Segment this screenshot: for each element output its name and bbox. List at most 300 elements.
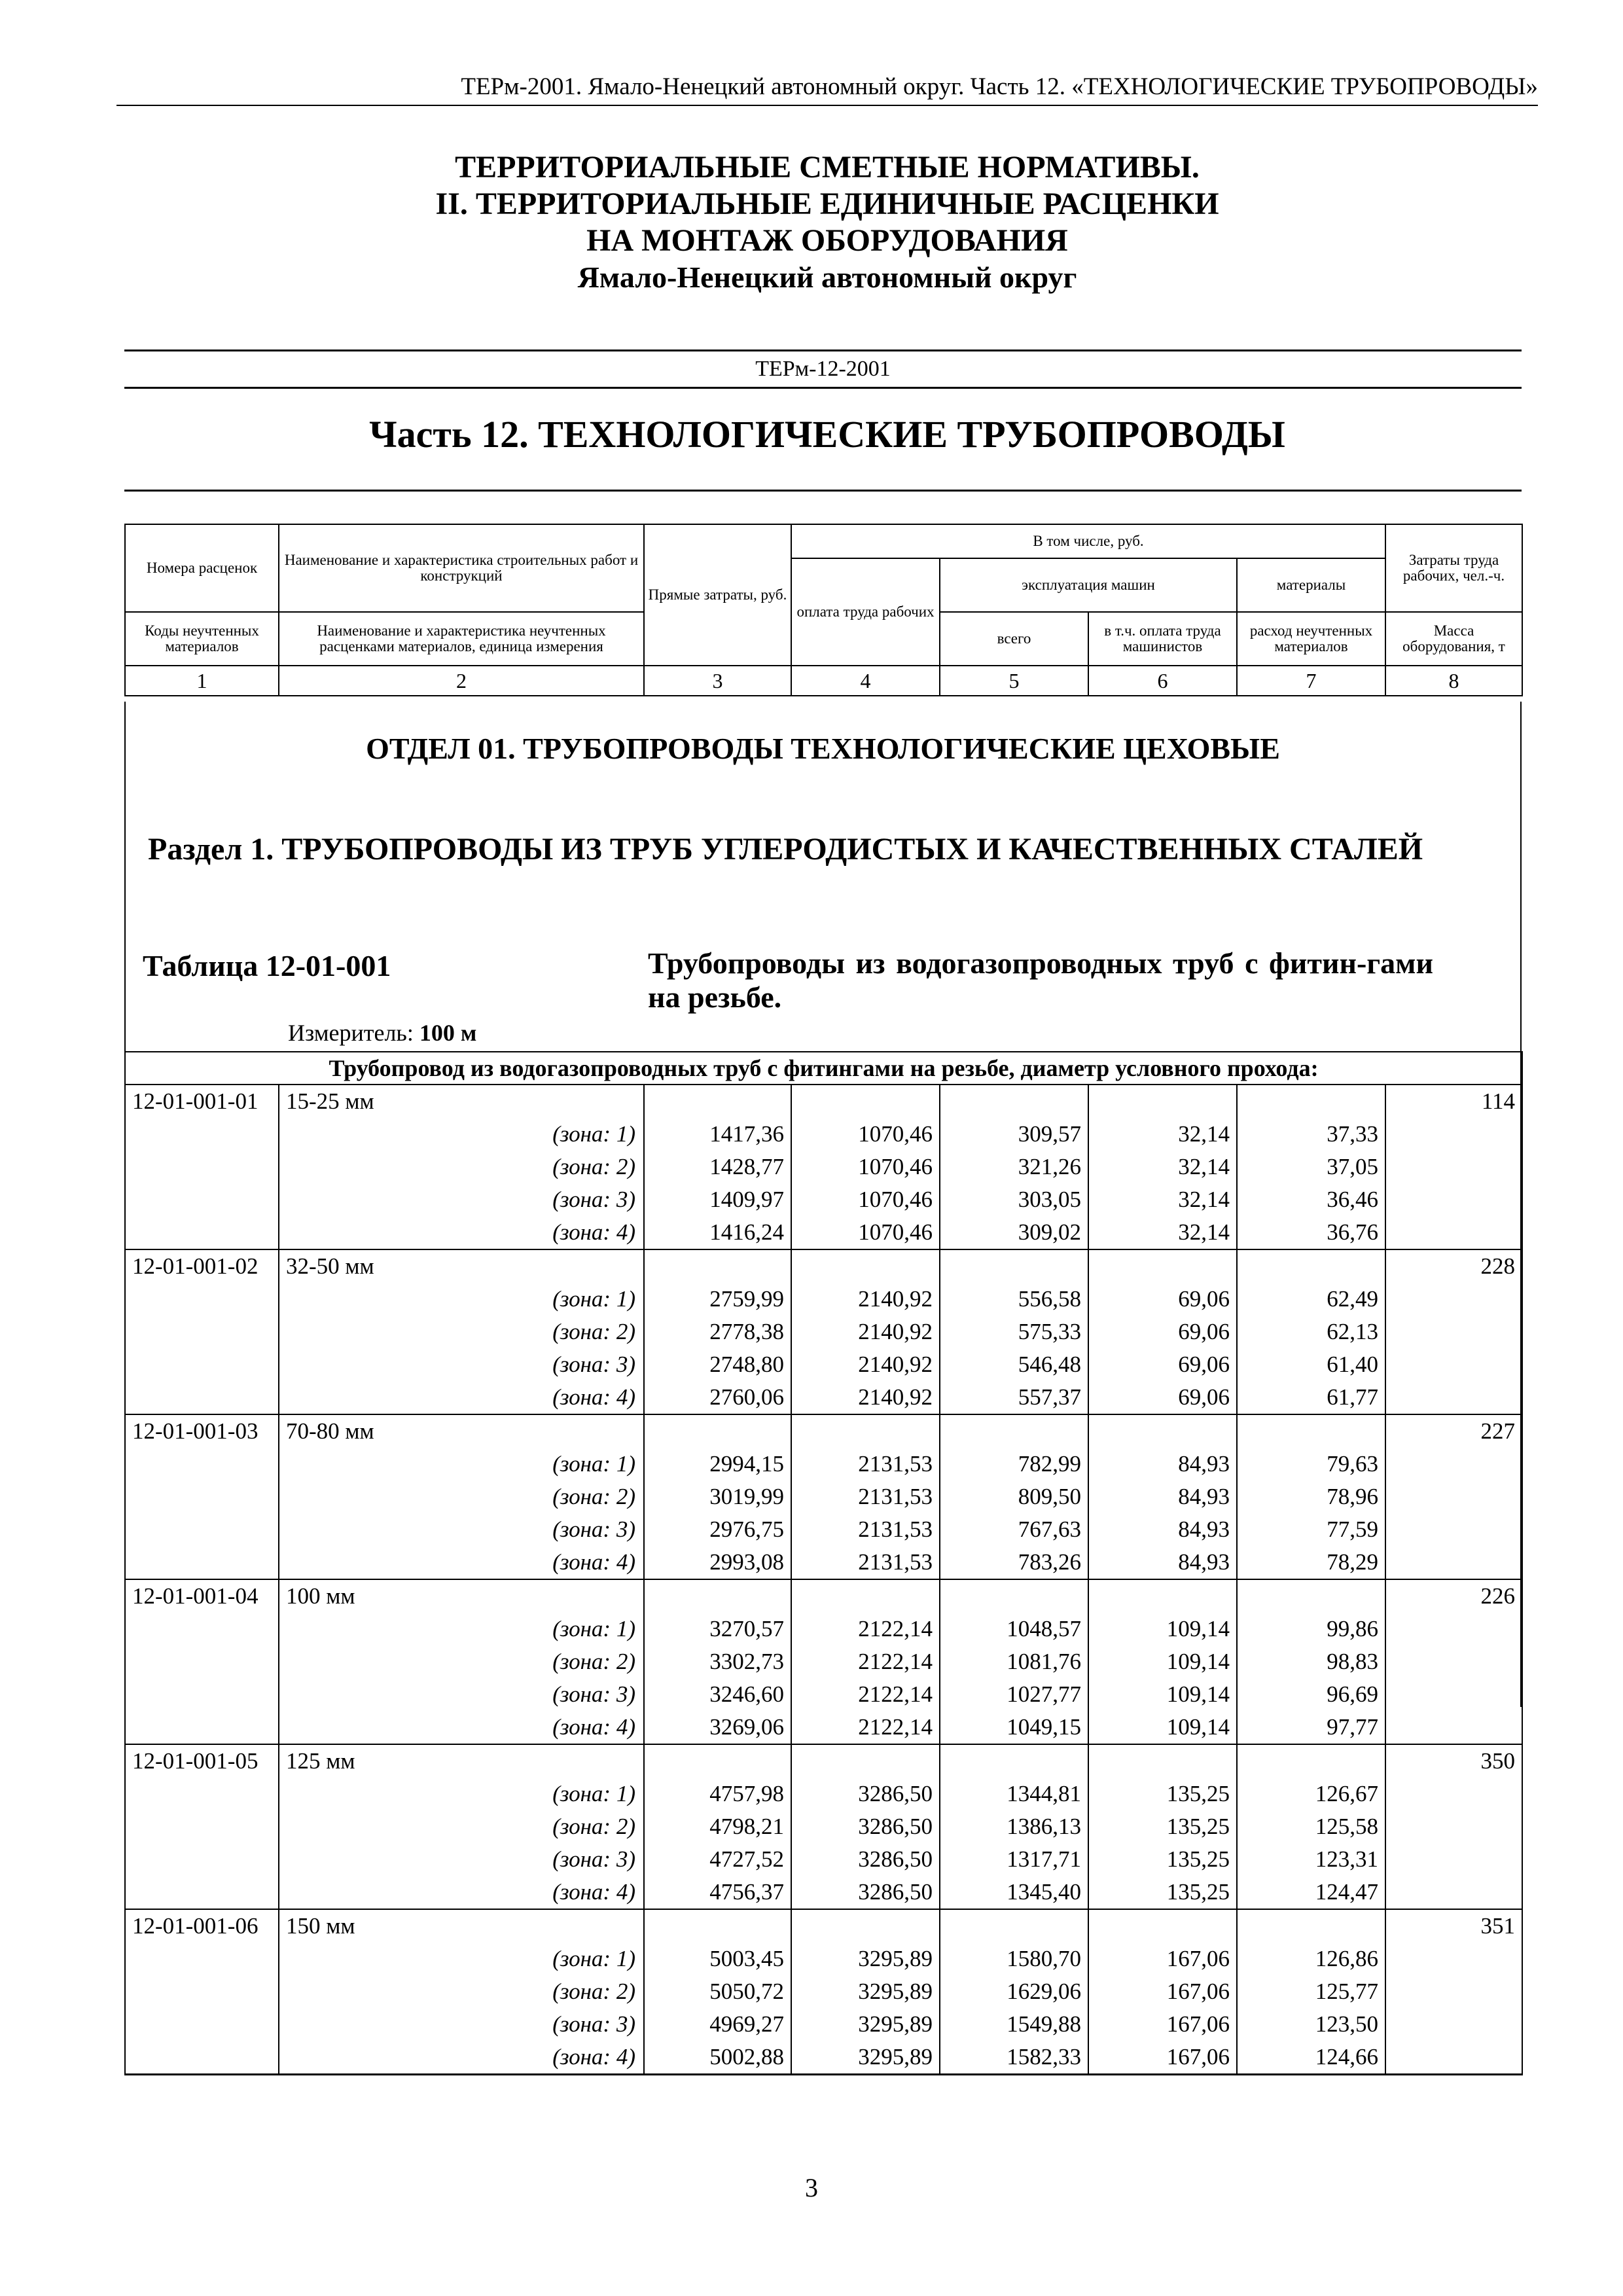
empty-cell	[940, 1085, 1088, 1118]
rate-name: 125 мм	[279, 1744, 644, 1778]
table-number: Таблица 12-01-001	[143, 949, 391, 982]
materials: 96,69	[1237, 1678, 1385, 1711]
zone-row	[125, 1283, 1522, 1316]
machinist-wages: 84,93	[1088, 1448, 1237, 1480]
labor-costs: 226	[1385, 1579, 1522, 1613]
doc-title-line-2: II. ТЕРРИТОРИАЛЬНЫЕ ЕДИНИЧНЫЕ РАСЦЕНКИ	[435, 187, 1219, 221]
materials: 61,77	[1237, 1381, 1385, 1414]
empty-cell	[1385, 1778, 1522, 1810]
column-number: 8	[1385, 666, 1522, 696]
materials: 77,59	[1237, 1513, 1385, 1546]
wages: 1070,46	[791, 1216, 940, 1249]
empty-cell	[1088, 1579, 1237, 1613]
page-number: 3	[805, 2173, 818, 2202]
direct-costs: 2994,15	[644, 1448, 791, 1480]
direct-costs: 3302,73	[644, 1645, 791, 1678]
zone-row	[125, 1118, 1522, 1151]
empty-cell	[1385, 1513, 1522, 1546]
empty-cell	[1237, 1085, 1385, 1118]
direct-costs: 1416,24	[644, 1216, 791, 1249]
machinist-wages: 135,25	[1088, 1778, 1237, 1810]
zone-label: (зона: 2)	[279, 1151, 644, 1183]
rate-code: 12-01-001-06	[125, 1909, 279, 1943]
materials: 62,49	[1237, 1283, 1385, 1316]
zone-row	[125, 1151, 1522, 1183]
rate-group-row	[125, 1579, 1522, 1613]
zone-label: (зона: 3)	[279, 1843, 644, 1876]
unit-label: Измеритель:	[288, 1020, 419, 1046]
zone-label: (зона: 1)	[279, 1943, 644, 1975]
header-machine-operation: эксплуатация машин	[940, 558, 1237, 612]
direct-costs: 2760,06	[644, 1381, 791, 1414]
direct-costs: 1428,77	[644, 1151, 791, 1183]
labor-costs: 351	[1385, 1909, 1522, 1943]
direct-costs: 4798,21	[644, 1810, 791, 1843]
zone-label: (зона: 2)	[279, 1975, 644, 2008]
rate-code: 12-01-001-03	[125, 1414, 279, 1448]
empty-cell	[1385, 1480, 1522, 1513]
header-machine-total: всего	[940, 612, 1088, 666]
machinist-wages: 167,06	[1088, 1943, 1237, 1975]
machinist-wages: 32,14	[1088, 1118, 1237, 1151]
table-caption-row	[125, 1052, 1522, 1085]
wages: 2140,92	[791, 1316, 940, 1348]
zone-row	[125, 1381, 1522, 1414]
zone-label: (зона: 2)	[279, 1316, 644, 1348]
labor-costs: 228	[1385, 1249, 1522, 1283]
machine-total: 1049,15	[940, 1711, 1088, 1744]
column-number: 2	[279, 666, 644, 696]
empty-cell	[791, 1909, 940, 1943]
empty-cell	[1385, 1183, 1522, 1216]
wages: 1070,46	[791, 1151, 940, 1183]
header-machinist-wages: в т.ч. оплата труда машинистов	[1088, 612, 1237, 666]
header-materials: материалы	[1237, 558, 1385, 612]
materials: 125,58	[1237, 1810, 1385, 1843]
machinist-wages: 109,14	[1088, 1645, 1237, 1678]
empty-cell	[791, 1085, 940, 1118]
zone-label: (зона: 2)	[279, 1810, 644, 1843]
wages: 2131,53	[791, 1546, 940, 1579]
table-name: Трубопроводы из водогазопроводных труб с фитин-гами на резьбе.	[648, 946, 1433, 1014]
empty-cell	[125, 1118, 279, 1151]
materials: 78,29	[1237, 1546, 1385, 1579]
empty-cell	[1088, 1085, 1237, 1118]
empty-cell	[940, 1414, 1088, 1448]
materials: 99,86	[1237, 1613, 1385, 1645]
direct-costs: 5002,88	[644, 2041, 791, 2075]
zone-label: (зона: 3)	[279, 1678, 644, 1711]
machinist-wages: 167,06	[1088, 2008, 1237, 2041]
empty-cell	[125, 1711, 279, 1744]
zone-label: (зона: 1)	[279, 1118, 644, 1151]
empty-cell	[1385, 1151, 1522, 1183]
header-rule	[116, 105, 1538, 106]
empty-cell	[644, 1744, 791, 1778]
empty-cell	[1237, 1579, 1385, 1613]
column-number: 6	[1088, 666, 1237, 696]
direct-costs: 5050,72	[644, 1975, 791, 2008]
machine-total: 1549,88	[940, 2008, 1088, 2041]
materials: 123,50	[1237, 2008, 1385, 2041]
machine-total: 809,50	[940, 1480, 1088, 1513]
empty-cell	[125, 1876, 279, 1909]
empty-cell	[125, 1480, 279, 1513]
zone-label: (зона: 3)	[279, 1183, 644, 1216]
empty-cell	[791, 1414, 940, 1448]
empty-cell	[1385, 1381, 1522, 1414]
zone-label: (зона: 4)	[279, 1546, 644, 1579]
empty-cell	[940, 1909, 1088, 1943]
empty-cell	[125, 2008, 279, 2041]
empty-cell	[1385, 1843, 1522, 1876]
column-number: 1	[125, 666, 279, 696]
direct-costs: 2976,75	[644, 1513, 791, 1546]
part-title: Часть 12. ТЕХНОЛОГИЧЕСКИЕ ТРУБОПРОВОДЫ	[369, 413, 1285, 456]
empty-cell	[1385, 1216, 1522, 1249]
materials: 126,86	[1237, 1943, 1385, 1975]
zone-label: (зона: 1)	[279, 1448, 644, 1480]
machinist-wages: 109,14	[1088, 1678, 1237, 1711]
machine-total: 321,26	[940, 1151, 1088, 1183]
empty-cell	[125, 1645, 279, 1678]
wages: 3295,89	[791, 1975, 940, 2008]
rate-name: 15-25 мм	[279, 1085, 644, 1118]
empty-cell	[1385, 1118, 1522, 1151]
zone-label: (зона: 4)	[279, 1381, 644, 1414]
zone-row	[125, 1448, 1522, 1480]
wages: 2122,14	[791, 1678, 940, 1711]
empty-cell	[125, 1348, 279, 1381]
wages: 3295,89	[791, 2041, 940, 2075]
empty-cell	[1237, 1414, 1385, 1448]
direct-costs: 4969,27	[644, 2008, 791, 2041]
machinist-wages: 32,14	[1088, 1151, 1237, 1183]
machine-total: 556,58	[940, 1283, 1088, 1316]
machine-total: 1027,77	[940, 1678, 1088, 1711]
direct-costs: 4756,37	[644, 1876, 791, 1909]
materials: 124,47	[1237, 1876, 1385, 1909]
direct-costs: 3269,06	[644, 1711, 791, 1744]
machine-total: 1048,57	[940, 1613, 1088, 1645]
machine-total: 1386,13	[940, 1810, 1088, 1843]
header-wages: оплата труда рабочих	[791, 558, 940, 666]
empty-cell	[125, 1778, 279, 1810]
zone-row	[125, 1613, 1522, 1645]
empty-cell	[940, 1579, 1088, 1613]
rate-group-row	[125, 1249, 1522, 1283]
table-caption: Трубопровод из водогазопроводных труб с фитингами на резьбе, диаметр условного прохода:	[125, 1052, 1522, 1085]
header-material-codes: Коды неучтенных материалов	[125, 612, 279, 666]
wages: 2122,14	[791, 1711, 940, 1744]
zone-label: (зона: 4)	[279, 1876, 644, 1909]
machine-total: 783,26	[940, 1546, 1088, 1579]
materials: 123,31	[1237, 1843, 1385, 1876]
machinist-wages: 135,25	[1088, 1843, 1237, 1876]
empty-cell	[1385, 1546, 1522, 1579]
header-work-name: Наименование и характеристика строительных работ и конструкций	[279, 524, 644, 612]
machine-total: 575,33	[940, 1316, 1088, 1348]
unit-value: 100 м	[419, 1020, 477, 1046]
wages: 3295,89	[791, 2008, 940, 2041]
empty-cell	[1385, 1678, 1522, 1711]
empty-cell	[791, 1744, 940, 1778]
empty-cell	[1385, 1448, 1522, 1480]
zone-row	[125, 1810, 1522, 1843]
machinist-wages: 69,06	[1088, 1381, 1237, 1414]
empty-cell	[125, 1943, 279, 1975]
empty-cell	[791, 1579, 940, 1613]
machinist-wages: 84,93	[1088, 1546, 1237, 1579]
machinist-wages: 135,25	[1088, 1876, 1237, 1909]
labor-costs: 114	[1385, 1085, 1522, 1118]
machinist-wages: 69,06	[1088, 1348, 1237, 1381]
machine-total: 1582,33	[940, 2041, 1088, 2075]
empty-cell	[125, 1283, 279, 1316]
wages: 3286,50	[791, 1778, 940, 1810]
rate-name: 100 мм	[279, 1579, 644, 1613]
zone-row	[125, 1778, 1522, 1810]
empty-cell	[125, 1678, 279, 1711]
rate-code: 12-01-001-01	[125, 1085, 279, 1118]
empty-cell	[644, 1249, 791, 1283]
direct-costs: 1409,97	[644, 1183, 791, 1216]
machine-total: 1345,40	[940, 1876, 1088, 1909]
wages: 2122,14	[791, 1645, 940, 1678]
rate-group-row	[125, 1085, 1522, 1118]
machinist-wages: 109,14	[1088, 1613, 1237, 1645]
machinist-wages: 167,06	[1088, 2041, 1237, 2075]
rate-code: 12-01-001-04	[125, 1579, 279, 1613]
empty-cell	[125, 1613, 279, 1645]
empty-cell	[644, 1579, 791, 1613]
zone-row	[125, 1943, 1522, 1975]
machinist-wages: 69,06	[1088, 1316, 1237, 1348]
empty-cell	[125, 1448, 279, 1480]
direct-costs: 2748,80	[644, 1348, 791, 1381]
empty-cell	[1385, 1876, 1522, 1909]
rate-code: 12-01-001-05	[125, 1744, 279, 1778]
rate-code: 12-01-001-02	[125, 1249, 279, 1283]
wages: 3286,50	[791, 1876, 940, 1909]
machinist-wages: 84,93	[1088, 1513, 1237, 1546]
empty-cell	[125, 2041, 279, 2075]
materials: 36,76	[1237, 1216, 1385, 1249]
machinist-wages: 109,14	[1088, 1711, 1237, 1744]
empty-cell	[125, 1975, 279, 2008]
column-number: 5	[940, 666, 1088, 696]
zone-row	[125, 1316, 1522, 1348]
materials: 97,77	[1237, 1711, 1385, 1744]
zone-row	[125, 1348, 1522, 1381]
machinist-wages: 69,06	[1088, 1283, 1237, 1316]
materials: 126,67	[1237, 1778, 1385, 1810]
materials: 62,13	[1237, 1316, 1385, 1348]
zone-row	[125, 1216, 1522, 1249]
zone-row	[125, 1711, 1522, 1744]
materials: 37,05	[1237, 1151, 1385, 1183]
empty-cell	[125, 1381, 279, 1414]
zone-row	[125, 1678, 1522, 1711]
wages: 2131,53	[791, 1513, 940, 1546]
document-code: ТЕРм-12-2001	[124, 350, 1522, 389]
materials: 124,66	[1237, 2041, 1385, 2075]
zone-label: (зона: 1)	[279, 1778, 644, 1810]
machine-total: 546,48	[940, 1348, 1088, 1381]
empty-cell	[125, 1546, 279, 1579]
direct-costs: 4757,98	[644, 1778, 791, 1810]
empty-cell	[125, 1216, 279, 1249]
empty-cell	[1385, 1316, 1522, 1348]
direct-costs: 5003,45	[644, 1943, 791, 1975]
zone-row	[125, 1546, 1522, 1579]
machine-total: 782,99	[940, 1448, 1088, 1480]
zone-row	[125, 2008, 1522, 2041]
empty-cell	[125, 1316, 279, 1348]
empty-cell	[1088, 1249, 1237, 1283]
empty-cell	[1385, 1810, 1522, 1843]
wages: 1070,46	[791, 1183, 940, 1216]
machine-total: 767,63	[940, 1513, 1088, 1546]
materials: 98,83	[1237, 1645, 1385, 1678]
document-title	[116, 149, 1538, 296]
empty-cell	[1385, 2041, 1522, 2075]
empty-cell	[644, 1085, 791, 1118]
wages: 3295,89	[791, 1943, 940, 1975]
zone-label: (зона: 3)	[279, 2008, 644, 2041]
rate-group-row	[125, 1909, 1522, 1943]
header-rate-numbers: Номера расценок	[125, 524, 279, 612]
machinist-wages: 167,06	[1088, 1975, 1237, 2008]
direct-costs: 3270,57	[644, 1613, 791, 1645]
empty-cell	[1385, 1943, 1522, 1975]
zone-label: (зона: 3)	[279, 1348, 644, 1381]
direct-costs: 4727,52	[644, 1843, 791, 1876]
header-equipment-mass: Масса оборудования, т	[1385, 612, 1522, 666]
empty-cell	[1385, 1975, 1522, 2008]
direct-costs: 1417,36	[644, 1118, 791, 1151]
zone-row	[125, 1480, 1522, 1513]
machine-total: 309,57	[940, 1118, 1088, 1151]
zone-row	[125, 1843, 1522, 1876]
doc-title-line-1: ТЕРРИТОРИАЛЬНЫЕ СМЕТНЫЕ НОРМАТИВЫ.	[455, 150, 1200, 185]
zone-label: (зона: 2)	[279, 1645, 644, 1678]
wages: 2131,53	[791, 1480, 940, 1513]
column-number: 3	[644, 666, 791, 696]
wages: 2122,14	[791, 1613, 940, 1645]
machine-total: 1081,76	[940, 1645, 1088, 1678]
empty-cell	[1088, 1414, 1237, 1448]
zone-row	[125, 1975, 1522, 2008]
empty-cell	[1088, 1909, 1237, 1943]
doc-title-line-3: НА МОНТАЖ ОБОРУДОВАНИЯ	[586, 223, 1068, 258]
empty-cell	[644, 1909, 791, 1943]
zone-row	[125, 1513, 1522, 1546]
direct-costs: 2778,38	[644, 1316, 791, 1348]
wages: 2140,92	[791, 1381, 940, 1414]
unit-of-measure	[288, 1018, 476, 1048]
header-including: В том числе, руб.	[791, 524, 1385, 558]
column-number: 7	[1237, 666, 1385, 696]
materials: 79,63	[1237, 1448, 1385, 1480]
empty-cell	[1385, 1645, 1522, 1678]
column-number: 4	[791, 666, 940, 696]
rate-name: 70-80 мм	[279, 1414, 644, 1448]
machine-total: 1580,70	[940, 1943, 1088, 1975]
zone-label: (зона: 2)	[279, 1480, 644, 1513]
zone-label: (зона: 4)	[279, 1216, 644, 1249]
empty-cell	[1385, 2008, 1522, 2041]
machine-total: 557,37	[940, 1381, 1088, 1414]
part-rule	[124, 490, 1522, 492]
materials: 61,40	[1237, 1348, 1385, 1381]
rates-table	[124, 1051, 1523, 2075]
empty-cell	[125, 1843, 279, 1876]
zone-label: (зона: 1)	[279, 1283, 644, 1316]
empty-cell	[125, 1810, 279, 1843]
empty-cell	[1237, 1909, 1385, 1943]
direct-costs: 2759,99	[644, 1283, 791, 1316]
empty-cell	[1237, 1249, 1385, 1283]
direct-costs: 2993,08	[644, 1546, 791, 1579]
empty-cell	[1385, 1348, 1522, 1381]
machinist-wages: 32,14	[1088, 1216, 1237, 1249]
rate-group-row	[125, 1744, 1522, 1778]
rate-name: 32-50 мм	[279, 1249, 644, 1283]
zone-label: (зона: 1)	[279, 1613, 644, 1645]
direct-costs: 3019,99	[644, 1480, 791, 1513]
department-heading: ОТДЕЛ 01. ТРУБОПРОВОДЫ ТЕХНОЛОГИЧЕСКИЕ ЦЕХОВЫЕ	[366, 732, 1280, 765]
wages: 3286,50	[791, 1810, 940, 1843]
machine-total: 1629,06	[940, 1975, 1088, 2008]
zone-label: (зона: 4)	[279, 1711, 644, 1744]
rate-group-row	[125, 1414, 1522, 1448]
empty-cell	[940, 1249, 1088, 1283]
empty-cell	[1385, 1613, 1522, 1645]
labor-costs: 227	[1385, 1414, 1522, 1448]
section-heading: Раздел 1. ТРУБОПРОВОДЫ ИЗ ТРУБ УГЛЕРОДИСТЫХ И КАЧЕСТВЕННЫХ СТАЛЕЙ	[148, 832, 1423, 867]
header-material-names: Наименование и характеристика неучтенных расценками материалов, единица измерения	[279, 612, 644, 666]
wages: 1070,46	[791, 1118, 940, 1151]
header-direct-costs: Прямые затраты, руб.	[644, 524, 791, 666]
rate-name: 150 мм	[279, 1909, 644, 1943]
materials: 36,46	[1237, 1183, 1385, 1216]
zone-label: (зона: 4)	[279, 2041, 644, 2075]
empty-cell	[1385, 1711, 1522, 1744]
running-header: ТЕРм-2001. Ямало-Ненецкий автономный округ. Часть 12. «ТЕХНОЛОГИЧЕСКИЕ ТРУБОПРОВОДЫ»	[461, 73, 1538, 100]
empty-cell	[125, 1151, 279, 1183]
header-unaccounted-materials: расход неучтенных материалов	[1237, 612, 1385, 666]
labor-costs: 350	[1385, 1744, 1522, 1778]
materials: 37,33	[1237, 1118, 1385, 1151]
wages: 2131,53	[791, 1448, 940, 1480]
machine-total: 309,02	[940, 1216, 1088, 1249]
empty-cell	[1385, 1283, 1522, 1316]
empty-cell	[1088, 1744, 1237, 1778]
materials: 125,77	[1237, 1975, 1385, 2008]
empty-cell	[125, 1513, 279, 1546]
wages: 2140,92	[791, 1348, 940, 1381]
zone-label: (зона: 3)	[279, 1513, 644, 1546]
materials: 78,96	[1237, 1480, 1385, 1513]
doc-title-line-4: Ямало-Ненецкий автономный округ	[577, 260, 1077, 294]
empty-cell	[1237, 1744, 1385, 1778]
zone-row	[125, 1645, 1522, 1678]
empty-cell	[940, 1744, 1088, 1778]
empty-cell	[125, 1183, 279, 1216]
empty-cell	[791, 1249, 940, 1283]
column-header-table	[124, 524, 1523, 696]
